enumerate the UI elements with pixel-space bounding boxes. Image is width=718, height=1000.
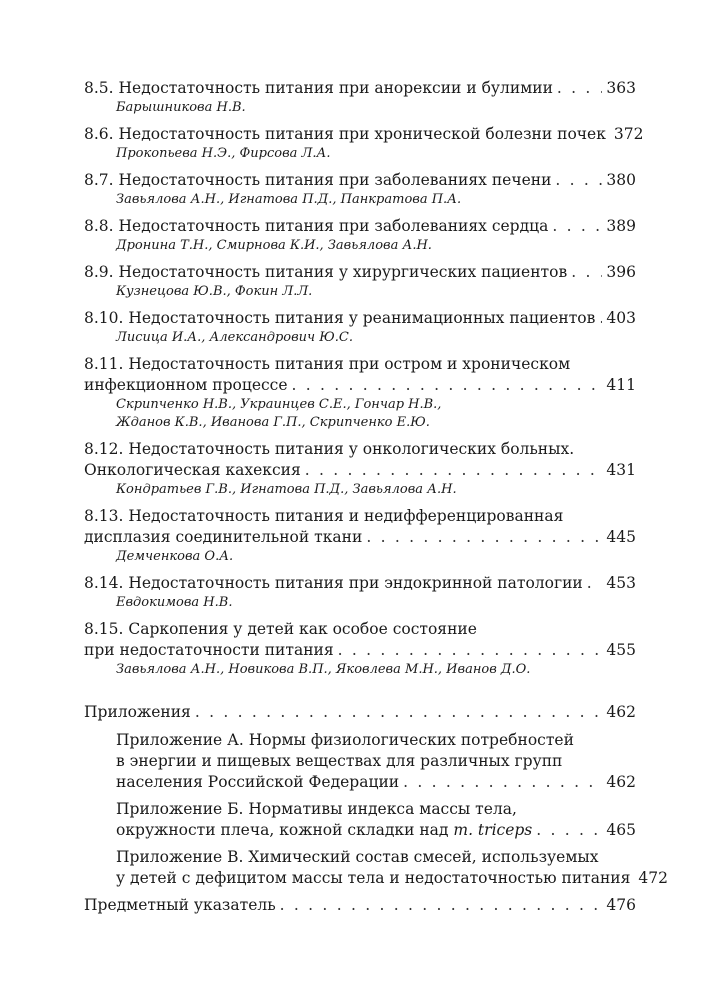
toc-entry-title-continued: населения Российской Федерации — [116, 773, 400, 791]
toc-entry-title: 8.12. Недостаточность питания у онкологических больных. — [84, 440, 575, 458]
toc-entry-8-7[interactable] — [84, 170, 636, 209]
toc-entry-title-line — [84, 170, 636, 191]
toc-entry-title: 8.14. Недостаточность питания при эндокринной патологии — [84, 574, 583, 592]
dot-leader — [292, 375, 603, 396]
toc-entry-8-14[interactable] — [84, 573, 636, 612]
page-number: 465 — [606, 821, 636, 839]
toc-entry-appendix-a[interactable] — [116, 730, 636, 793]
toc-entry-authors: Скрипченко Н.В., Украинцев С.Е., Гончар Н.В., — [116, 397, 442, 412]
dot-leader — [195, 702, 603, 723]
toc-entry-title-continued: в энергии и пищевых веществах для различных групп — [116, 752, 563, 770]
toc-entry-title: 8.6. Недостаточность питания при хронической болезни почек — [84, 125, 606, 143]
toc-entry-title: 8.7. Недостаточность питания при заболеваниях печени — [84, 171, 552, 189]
page-number: 453 — [606, 574, 636, 592]
page-number: 396 — [606, 263, 636, 281]
page-number: 363 — [606, 79, 636, 97]
toc-entry-authors: Демченкова О.А. — [116, 549, 234, 564]
toc-entry-title-line — [116, 868, 669, 889]
dot-leader — [557, 78, 602, 99]
toc-entry-title-continued: инфекционном процессе — [84, 376, 288, 394]
toc-entry-8-15[interactable] — [84, 619, 636, 679]
dot-leader — [403, 772, 602, 793]
toc-entry-title-line — [84, 262, 636, 283]
toc-entry-authors: Дронина Т.Н., Смирнова К.И., Завьялова А.Н. — [116, 238, 432, 253]
toc-entry-title: Предметный указатель — [84, 896, 276, 914]
toc-entry-title-line — [116, 820, 636, 841]
toc-entry-title: 8.5. Недостаточность питания при анорексии и булимии — [84, 79, 553, 97]
dot-leader — [555, 170, 602, 191]
page-number: 462 — [606, 773, 636, 791]
toc-entry-8-9[interactable] — [84, 262, 636, 301]
toc-entry-title-line — [116, 772, 636, 793]
toc-entry-8-10[interactable] — [84, 308, 636, 347]
toc-entry-title: 8.11. Недостаточность питания при остром и хроническом — [84, 355, 571, 373]
toc-entry-authors: Барышникова Н.В. — [116, 100, 246, 115]
section-spacer — [84, 686, 636, 702]
toc-entry-title-line — [84, 702, 636, 723]
page-number: 380 — [606, 171, 636, 189]
toc-entry-8-6[interactable] — [84, 124, 644, 163]
toc-entry-title-continued: при недостаточности питания — [84, 641, 334, 659]
toc-entry-appendix-b[interactable] — [116, 799, 636, 841]
toc-entry-title: Приложения — [84, 703, 191, 721]
toc-entry-title: Приложение В. Химический состав смесей, используемых — [116, 848, 599, 866]
toc-entry-title-continued: Онкологическая кахексия — [84, 461, 301, 479]
toc-entry-title-italic: m. triceps — [453, 821, 533, 839]
toc-entry-appendix-v[interactable] — [116, 847, 669, 889]
dot-leader — [280, 895, 603, 916]
page-number: 476 — [606, 896, 636, 914]
toc-entry-title: Приложение Б. Нормативы индекса массы тела, — [116, 800, 517, 818]
toc-entry-title: 8.13. Недостаточность питания и недифференцированная — [84, 507, 564, 525]
dot-leader — [536, 820, 602, 841]
toc-entry-appendices[interactable] — [84, 702, 636, 723]
toc-entry-authors: Лисица И.А., Александрович Ю.С. — [116, 330, 353, 345]
dot-leader — [599, 308, 602, 329]
toc-entry-8-13[interactable] — [84, 506, 636, 566]
toc-entry-8-11[interactable] — [84, 354, 636, 432]
page-number: 431 — [606, 461, 636, 479]
toc-entry-authors: Жданов К.В., Иванова Г.П., Скрипченко Е.Ю. — [116, 415, 430, 430]
toc-entry-title-line — [84, 124, 644, 145]
toc-entry-title-line — [84, 573, 636, 594]
toc-entry-title-prefix: окружности плеча, кожной складки над — [116, 821, 454, 839]
table-of-contents — [84, 78, 669, 923]
toc-entry-8-8[interactable] — [84, 216, 636, 255]
toc-entry-subject-index[interactable] — [84, 895, 636, 916]
toc-entry-title-line — [84, 640, 636, 661]
toc-entry-title-line — [84, 895, 636, 916]
toc-entry-authors: Завьялова А.Н., Новикова В.П., Яковлева М.Н., Иванов Д.О. — [116, 662, 531, 677]
page-number: 403 — [606, 309, 636, 327]
toc-entry-authors: Евдокимова Н.В. — [116, 595, 233, 610]
toc-entry-title-line — [84, 460, 636, 481]
page-number: 389 — [606, 217, 636, 235]
dot-leader — [587, 573, 603, 594]
dot-leader — [338, 640, 603, 661]
toc-entry-authors: Кондратьев Г.В., Игнатова П.Д., Завьялова А.Н. — [116, 482, 457, 497]
toc-entry-authors: Завьялова А.Н., Игнатова П.Д., Панкратова П.А. — [116, 192, 462, 207]
toc-entry-title-line — [84, 216, 636, 237]
page-number: 462 — [606, 703, 636, 721]
page-number: 372 — [613, 125, 644, 143]
page-number: 472 — [638, 869, 669, 887]
toc-entry-title-line — [84, 375, 636, 396]
page-number: 445 — [606, 528, 636, 546]
toc-entry-title: 8.8. Недостаточность питания при заболеваниях сердца — [84, 217, 549, 235]
page-number: 411 — [606, 376, 636, 394]
toc-entry-8-5[interactable] — [84, 78, 636, 117]
dot-leader — [305, 460, 603, 481]
toc-entry-title-continued: у детей с дефицитом массы тела и недостаточностью питания — [116, 869, 631, 887]
dot-leader — [366, 527, 602, 548]
toc-entry-authors: Кузнецова Ю.В., Фокин Л.Л. — [116, 284, 313, 299]
dot-leader — [571, 262, 602, 283]
toc-entry-title-continued: дисплазия соединительной ткани — [84, 528, 363, 546]
toc-entry-title: 8.9. Недостаточность питания у хирургических пациентов — [84, 263, 568, 281]
page-number: 455 — [606, 641, 636, 659]
toc-entry-title-line — [84, 308, 636, 329]
dot-leader — [552, 216, 602, 237]
toc-entry-authors: Прокопьева Н.Э., Фирсова Л.А. — [116, 146, 331, 161]
toc-entry-title-line — [84, 78, 636, 99]
toc-entry-title: 8.15. Саркопения у детей как особое состояние — [84, 620, 477, 638]
toc-entry-title-line — [84, 527, 636, 548]
toc-entry-title: Приложение А. Нормы физиологических потребностей — [116, 731, 574, 749]
toc-entry-8-12[interactable] — [84, 439, 636, 499]
toc-entry-title: 8.10. Недостаточность питания у реанимационных пациентов — [84, 309, 596, 327]
toc-entry-title-continued — [116, 820, 532, 841]
